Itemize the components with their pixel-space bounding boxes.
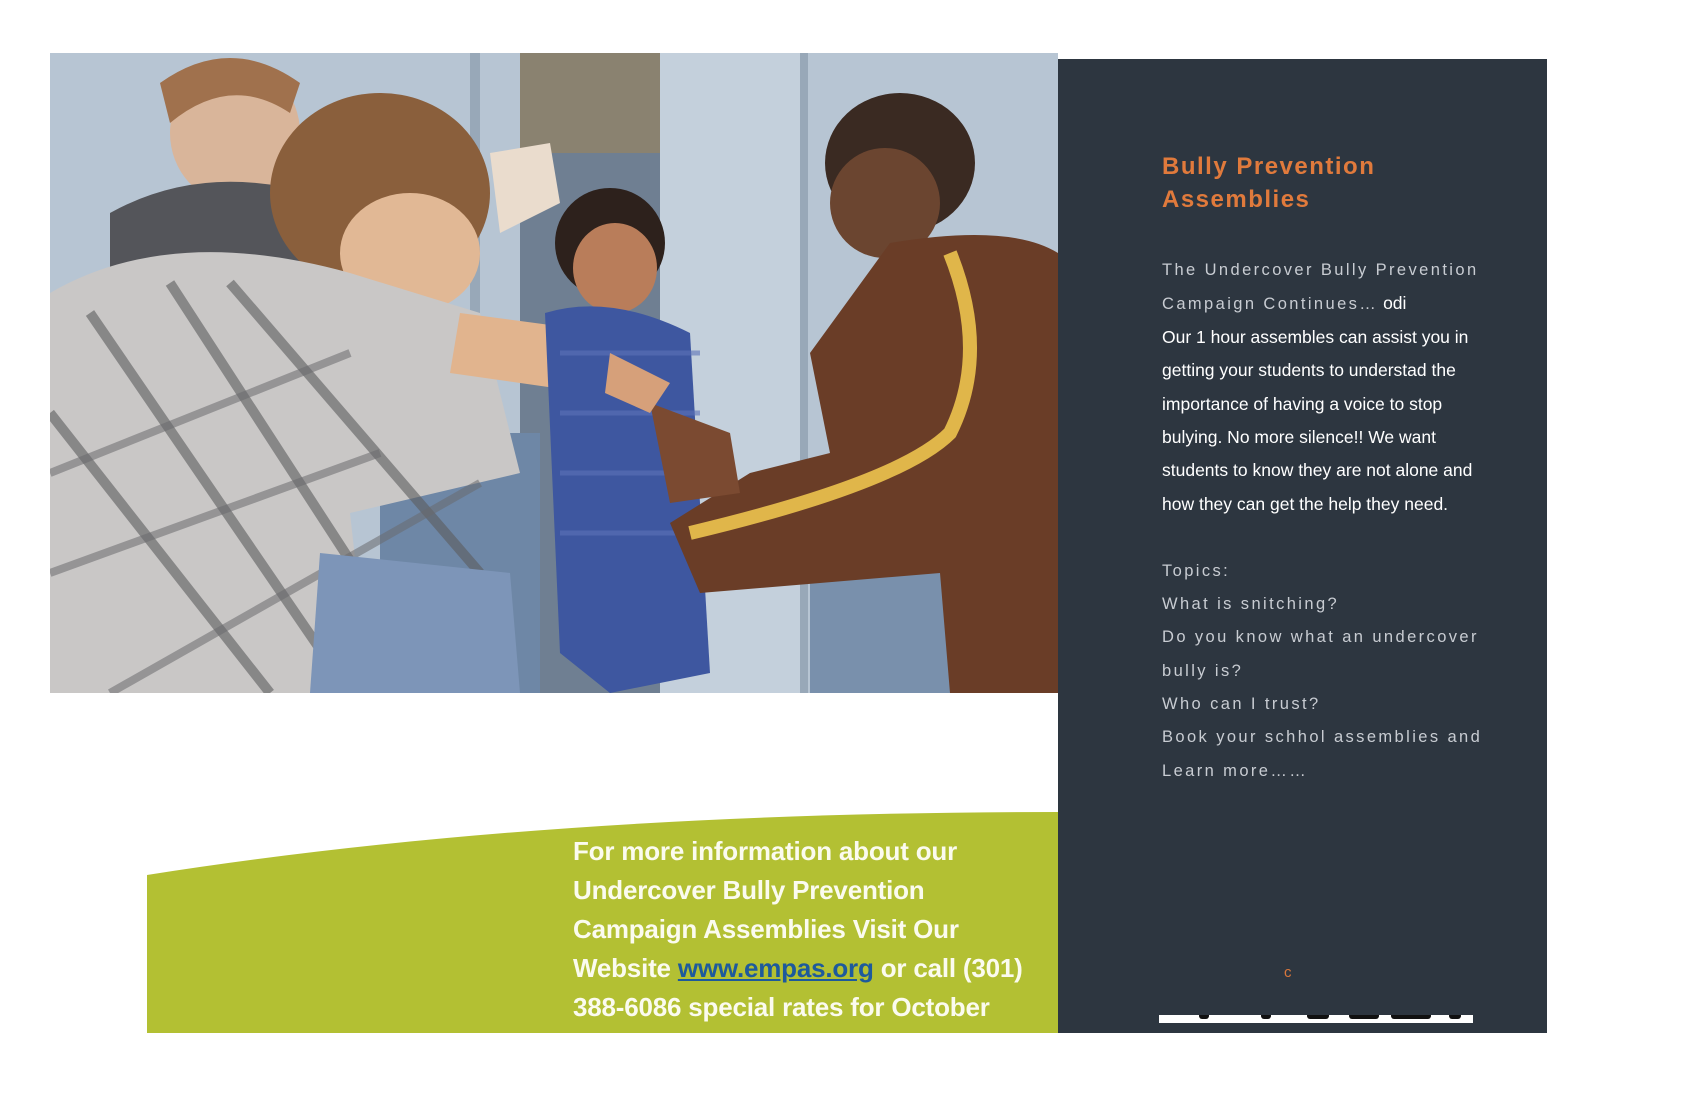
info-line-5: 388-6086 special rates for October [573,992,990,1022]
info-line-4-suffix: or call (301) [873,953,1023,983]
panel-heading [1162,150,1375,216]
strip-glyph [1199,1015,1209,1019]
intro-line-2-suffix: odi [1378,293,1407,314]
heading-line-2: Assemblies [1162,186,1311,213]
info-line-4 [573,949,1053,988]
info-line-1: For more information about our [573,836,957,866]
photo-illustration [50,53,1058,693]
topic-item: Book your schhol assemblies and [1162,728,1483,747]
footer-mark: c [1284,964,1292,981]
cropped-footer-strip [1159,1015,1473,1023]
info-line-4-prefix: Website [573,953,678,983]
panel-body [1162,254,1542,788]
topic-item: Learn more…… [1162,761,1309,780]
topic-item: Do you know what an undercover [1162,628,1479,647]
topic-item: Who can I trust? [1162,695,1321,714]
heading-line-1: Bully Prevention [1162,153,1376,180]
topics-label: Topics: [1162,561,1231,580]
body-line: bulying. No more silence!! We want [1162,426,1436,447]
strip-glyph [1307,1015,1329,1019]
body-line: Our 1 hour assembles can assist you in [1162,326,1469,347]
intro-line-2 [1162,287,1542,320]
intro-line-1: The Undercover Bully Prevention [1162,261,1479,279]
spacer [1162,521,1542,554]
body-line: how they can get the help they need. [1162,493,1449,514]
strip-glyph [1349,1015,1379,1019]
body-line: getting your students to understad the [1162,360,1456,381]
info-line-3: Campaign Assemblies Visit Our [573,914,959,944]
topic-item: bully is? [1162,661,1244,680]
body-line: importance of having a voice to stop [1162,393,1443,414]
intro-line-2-text: Campaign Continues… [1162,295,1379,314]
topic-item: What is snitching? [1162,594,1340,613]
website-link[interactable]: www.empas.org [677,953,874,983]
strip-glyph [1261,1015,1271,1019]
body-line: students to know they are not alone and [1162,460,1473,481]
info-line-2: Undercover Bully Prevention [573,875,925,905]
strip-glyph [1391,1015,1431,1019]
strip-glyph [1449,1015,1461,1019]
info-band-text [573,832,1053,1027]
bullying-photo [50,53,1058,693]
